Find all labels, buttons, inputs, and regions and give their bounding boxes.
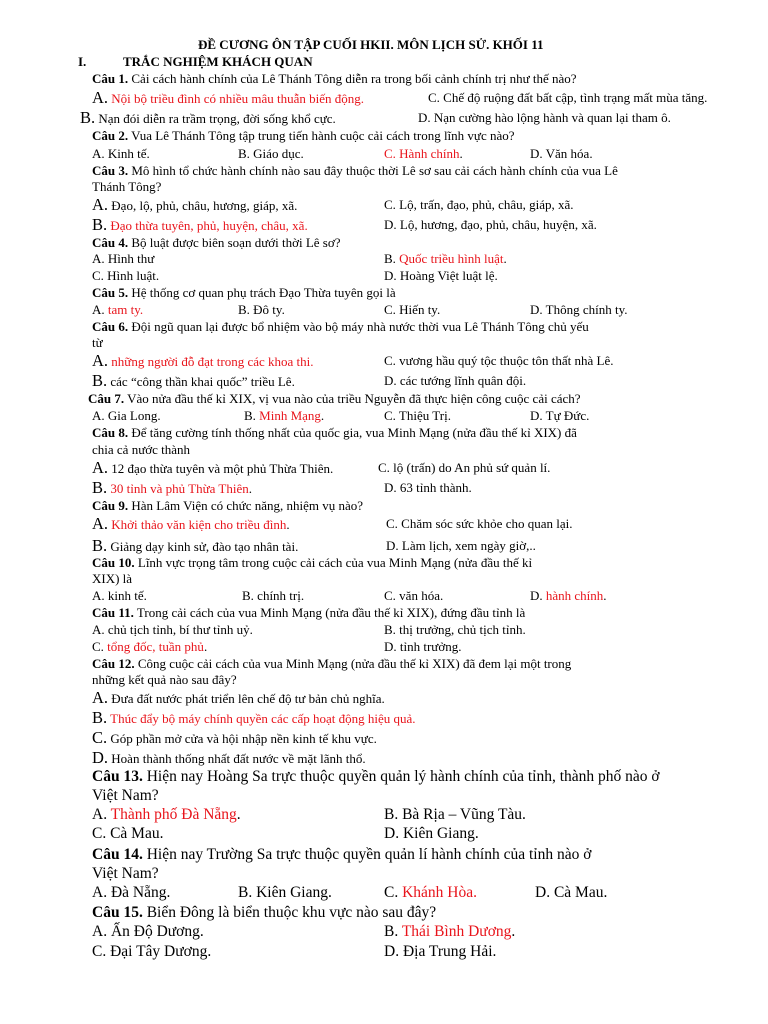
question-14-cont: Việt Nam?	[92, 865, 159, 882]
option-c: C. Chăm sóc sức khỏe cho quan lại.	[386, 516, 573, 531]
question-text: Đội ngũ quan lại được bổ nhiệm vào bộ máy nhà nước thời vua Lê Thánh Tông chủ yếu	[128, 319, 589, 334]
punctuation: .	[511, 923, 516, 940]
question-14	[92, 846, 591, 864]
question-text: Cải cách hành chính của Lê Thánh Tông diễn ra trong bối cảnh chính trị như thế nào?	[128, 71, 577, 86]
option-letter: D.	[530, 588, 546, 603]
q4-options-row-2	[92, 268, 498, 283]
option-b: B. Đô ty.	[238, 302, 285, 317]
correct-answer: tam ty.	[107, 302, 144, 317]
option-letter: A.	[92, 351, 109, 370]
correct-answer: Minh Mạng	[259, 408, 321, 423]
punctuation: .	[203, 639, 208, 654]
question-6	[92, 319, 589, 334]
option-a: A. Kinh tế.	[92, 146, 150, 161]
option-letter: A.	[92, 458, 109, 477]
option-c: C. Chế độ ruộng đất bất cập, tình trạng mất mùa tăng.	[428, 90, 708, 105]
option-letter: B.	[92, 478, 108, 497]
question-label: Câu 9.	[92, 498, 129, 513]
question-label: Câu 11.	[92, 605, 134, 620]
punctuation: .	[503, 251, 507, 266]
option-d: D. Làm lịch, xem ngày giờ,..	[386, 538, 536, 553]
correct-answer: Khởi thảo văn kiện cho triều đình	[108, 517, 287, 532]
question-label: Câu 6.	[92, 319, 129, 334]
question-10-cont: XIX) là	[92, 571, 133, 586]
correct-answer: Nội bộ triều đình có nhiều mâu thuẫn biến động.	[108, 91, 365, 106]
correct-answer: Thái Bình Dương	[401, 923, 512, 940]
section-number: I.	[78, 54, 87, 69]
option-c: C. Hiến ty.	[384, 302, 441, 317]
option-c: C. Thiệu Trị.	[384, 408, 451, 423]
option-d: D. Thông chính ty.	[530, 302, 628, 317]
q11-options-row-2	[92, 639, 462, 654]
question-4	[92, 235, 341, 250]
option-d: D. Hoàng Việt luật lệ.	[384, 268, 498, 283]
question-label: Câu 14.	[92, 846, 143, 863]
option-b: B. chính trị.	[242, 588, 305, 603]
question-label: Câu 5.	[92, 285, 129, 300]
option-c: C. lộ (trấn) do An phủ sứ quản lí.	[378, 460, 551, 475]
section-title: TRẮC NGHIỆM KHÁCH QUAN	[123, 54, 313, 69]
option-d: D. Tự Đức.	[530, 408, 590, 423]
question-6-cont: từ	[92, 335, 103, 350]
question-text: Mô hình tổ chức hành chính nào sau đây thuộc thời Lê sơ sau cải cách hành chính của vua Lê	[128, 163, 618, 178]
question-text: Vua Lê Thánh Tông tập trung tiến hành cuộc cải cách trong lĩnh vực nào?	[128, 128, 515, 143]
correct-answer: 30 tỉnh và phủ Thừa Thiên	[107, 481, 249, 496]
question-3-cont: Thánh Tông?	[92, 179, 162, 194]
option-letter: B.	[384, 923, 402, 940]
question-13-cont: Việt Nam?	[92, 787, 159, 804]
option-letter: B.	[80, 108, 96, 127]
q8-options-row-1	[92, 458, 551, 477]
option-a: A. Đà Nẵng.	[92, 884, 171, 901]
punctuation: .	[603, 588, 607, 603]
option-c: Góp phần mở cửa và hội nhập nền kinh tế khu vực.	[107, 731, 377, 746]
option-letter: A.	[92, 688, 109, 707]
option-b: B. Bà Rịa – Vũng Tàu.	[384, 806, 526, 823]
option-d: D. Văn hóa.	[530, 146, 593, 161]
option-d: D. Nạn cường hào lộng hành và quan lại tham ô.	[418, 110, 671, 125]
q6-options-row-2	[92, 371, 527, 390]
option-letter: C.	[92, 728, 108, 747]
q15-options-row-1	[92, 923, 516, 941]
q13-options-row-1	[92, 806, 526, 824]
question-text: Vào nửa đầu thế kỉ XIX, vị vua nào của triều Nguyễn đã thực hiện công cuộc cải cách?	[124, 391, 581, 406]
option-b: B. Kiên Giang.	[238, 884, 332, 901]
q9-options-row-2	[92, 536, 536, 555]
option-letter: A.	[92, 88, 109, 107]
q11-options-row-1	[92, 622, 526, 637]
option-c: C. Lộ, trấn, đạo, phủ, châu, giáp, xã.	[384, 197, 574, 212]
question-11	[92, 605, 525, 620]
question-label: Câu 12.	[92, 656, 135, 671]
q1-options-row-2	[80, 108, 671, 127]
question-3	[92, 163, 618, 178]
question-8-cont: chia cả nước thành	[92, 442, 191, 457]
question-9	[92, 498, 363, 513]
q7-options	[92, 408, 590, 423]
question-label: Câu 3.	[92, 163, 129, 178]
option-d: Hoàn thành thống nhất đất nước về mặt lãnh thổ.	[108, 751, 366, 766]
question-label: Câu 13.	[92, 768, 143, 785]
option-c: C. Cà Mau.	[92, 825, 164, 842]
correct-answer: Quốc triều hình luật	[399, 251, 504, 266]
correct-answer: những người đỗ đạt trong các khoa thi.	[108, 354, 314, 369]
option-c: C. văn hóa.	[384, 588, 444, 603]
question-label: Câu 15.	[92, 904, 143, 921]
option-letter: A.	[92, 514, 109, 533]
q14-options	[92, 884, 608, 902]
question-12-cont: những kết quả nào sau đây?	[92, 672, 237, 687]
q12-option-a	[92, 690, 385, 706]
correct-answer: Đạo thừa tuyên, phủ, huyện, châu, xã.	[107, 218, 308, 233]
question-text: Hiện nay Trường Sa trực thuộc quyền quản lí hành chính của tỉnh nào ở	[142, 846, 592, 863]
option-a: A. Ấn Độ Dương.	[92, 923, 204, 940]
q2-options	[92, 146, 593, 161]
option-b: B. Giáo dục.	[238, 146, 304, 161]
option-d: D. 63 tỉnh thành.	[384, 480, 472, 495]
question-12	[92, 656, 571, 671]
q13-options-row-2	[92, 825, 479, 843]
option-letter: D.	[92, 748, 109, 767]
correct-answer: Khánh Hòa.	[402, 884, 477, 901]
q15-options-row-2	[92, 943, 497, 961]
q12-option-d	[92, 750, 366, 766]
question-label: Câu 2.	[92, 128, 129, 143]
question-text: Để tăng cường tính thống nhất của quốc gia, vua Minh Mạng (nửa đầu thế kỉ XIX) đã	[128, 425, 577, 440]
question-1	[92, 71, 577, 86]
option-letter: B.	[92, 536, 108, 555]
option-letter: B.	[384, 251, 400, 266]
q10-options	[92, 588, 607, 603]
option-b: các “công thần khai quốc” triều Lê.	[107, 374, 295, 389]
option-b: Nạn đói diễn ra trầm trọng, đời sống khổ cực.	[95, 111, 336, 126]
punctuation: .	[236, 806, 241, 823]
option-a: Đưa đất nước phát triển lên chế độ tư bản chủ nghĩa.	[108, 691, 385, 706]
option-letter: A.	[92, 806, 111, 823]
option-letter: A.	[92, 302, 108, 317]
option-a: 12 đạo thừa tuyên và một phủ Thừa Thiên.	[108, 461, 334, 476]
punctuation: .	[286, 517, 290, 532]
punctuation: .	[320, 408, 325, 423]
question-text: Hệ thống cơ quan phụ trách Đạo Thừa tuyên gọi là	[128, 285, 396, 300]
correct-answer: C. Hành chính	[384, 146, 460, 161]
question-label: Câu 7.	[88, 391, 125, 406]
q5-options	[92, 302, 628, 317]
option-a: A. Gia Long.	[92, 408, 161, 423]
question-text: Lĩnh vực trọng tâm trong cuộc cải cách của vua Minh Mạng (nửa đầu thế kỉ	[134, 555, 533, 570]
question-text: Công cuộc cải cách của vua Minh Mạng (nửa đầu thế kỉ XIX) đã đem lại một trong	[134, 656, 572, 671]
question-label: Câu 8.	[92, 425, 129, 440]
option-letter: B.	[244, 408, 260, 423]
correct-answer: hành chính	[545, 588, 604, 603]
question-5	[92, 285, 396, 300]
option-letter: C.	[92, 639, 108, 654]
option-a: A. chủ tịch tỉnh, bí thư tỉnh uỷ.	[92, 622, 253, 637]
question-label: Câu 10.	[92, 555, 135, 570]
option-d: D. Cà Mau.	[535, 884, 608, 901]
question-7	[88, 391, 581, 406]
question-text: Bộ luật được biên soạn dưới thời Lê sơ?	[128, 235, 341, 250]
q9-options-row-1	[92, 514, 573, 533]
correct-answer: Thúc đẩy bộ máy chính quyền các cấp hoạt động hiệu quả.	[107, 711, 416, 726]
option-b: Giảng dạy kinh sử, đào tạo nhân tài.	[107, 539, 299, 554]
option-c: C. vương hầu quý tộc thuộc tôn thất nhà Lê.	[384, 353, 614, 368]
option-letter: B.	[92, 708, 108, 727]
question-text: Biển Đông là biển thuộc khu vực nào sau đây?	[142, 904, 437, 921]
punctuation: .	[248, 481, 252, 496]
option-d: D. Lộ, hương, đạo, phủ, châu, huyện, xã.	[384, 217, 597, 232]
option-letter: C.	[384, 884, 403, 901]
option-letter: A.	[92, 195, 109, 214]
question-text: Trong cải cách của vua Minh Mạng (nửa đầu thế kỉ XIX), đứng đầu tỉnh là	[133, 605, 526, 620]
option-c: C. Hình luật.	[92, 268, 160, 283]
q6-options-row-1	[92, 351, 614, 370]
correct-answer: tổng đốc, tuần phủ	[107, 639, 204, 654]
q12-option-c	[92, 730, 377, 746]
question-8	[92, 425, 577, 440]
question-2	[92, 128, 515, 143]
document-title: ĐỀ CƯƠNG ÔN TẬP CUỐI HKII. MÔN LỊCH SỬ. KHỐI 11	[198, 37, 544, 52]
question-text: Hàn Lâm Viện có chức năng, nhiệm vụ nào?	[128, 498, 364, 513]
q1-options-row-1	[92, 88, 708, 107]
option-a: A. Hình thư	[92, 251, 155, 266]
q12-option-b	[92, 710, 416, 726]
option-letter: B.	[92, 215, 108, 234]
question-13	[92, 768, 660, 786]
option-a: A. kinh tế.	[92, 588, 147, 603]
q3-options-row-2	[92, 215, 597, 234]
q4-options-row-1	[92, 251, 507, 266]
option-a: Đạo, lộ, phủ, châu, hương, giáp, xã.	[108, 198, 298, 213]
option-c: C. Đại Tây Dương.	[92, 943, 212, 960]
option-d: D. các tướng lĩnh quân đội.	[384, 373, 527, 388]
q3-options-row-1	[92, 195, 574, 214]
q8-options-row-2	[92, 478, 472, 497]
question-label: Câu 4.	[92, 235, 129, 250]
punctuation: .	[459, 146, 463, 161]
correct-answer: Thành phố Đà Nẵng	[110, 806, 237, 823]
question-10	[92, 555, 532, 570]
option-d: D. Kiên Giang.	[384, 825, 479, 842]
question-text: Hiện nay Hoàng Sa trực thuộc quyền quản lý hành chính của tỉnh, thành phố nào ở	[142, 768, 660, 785]
option-b: B. thị trưởng, chủ tịch tỉnh.	[384, 622, 526, 637]
question-label: Câu 1.	[92, 71, 129, 86]
option-d: D. tỉnh trưởng.	[384, 639, 462, 654]
option-letter: B.	[92, 371, 108, 390]
question-15	[92, 904, 436, 922]
option-d: D. Địa Trung Hải.	[384, 943, 497, 960]
